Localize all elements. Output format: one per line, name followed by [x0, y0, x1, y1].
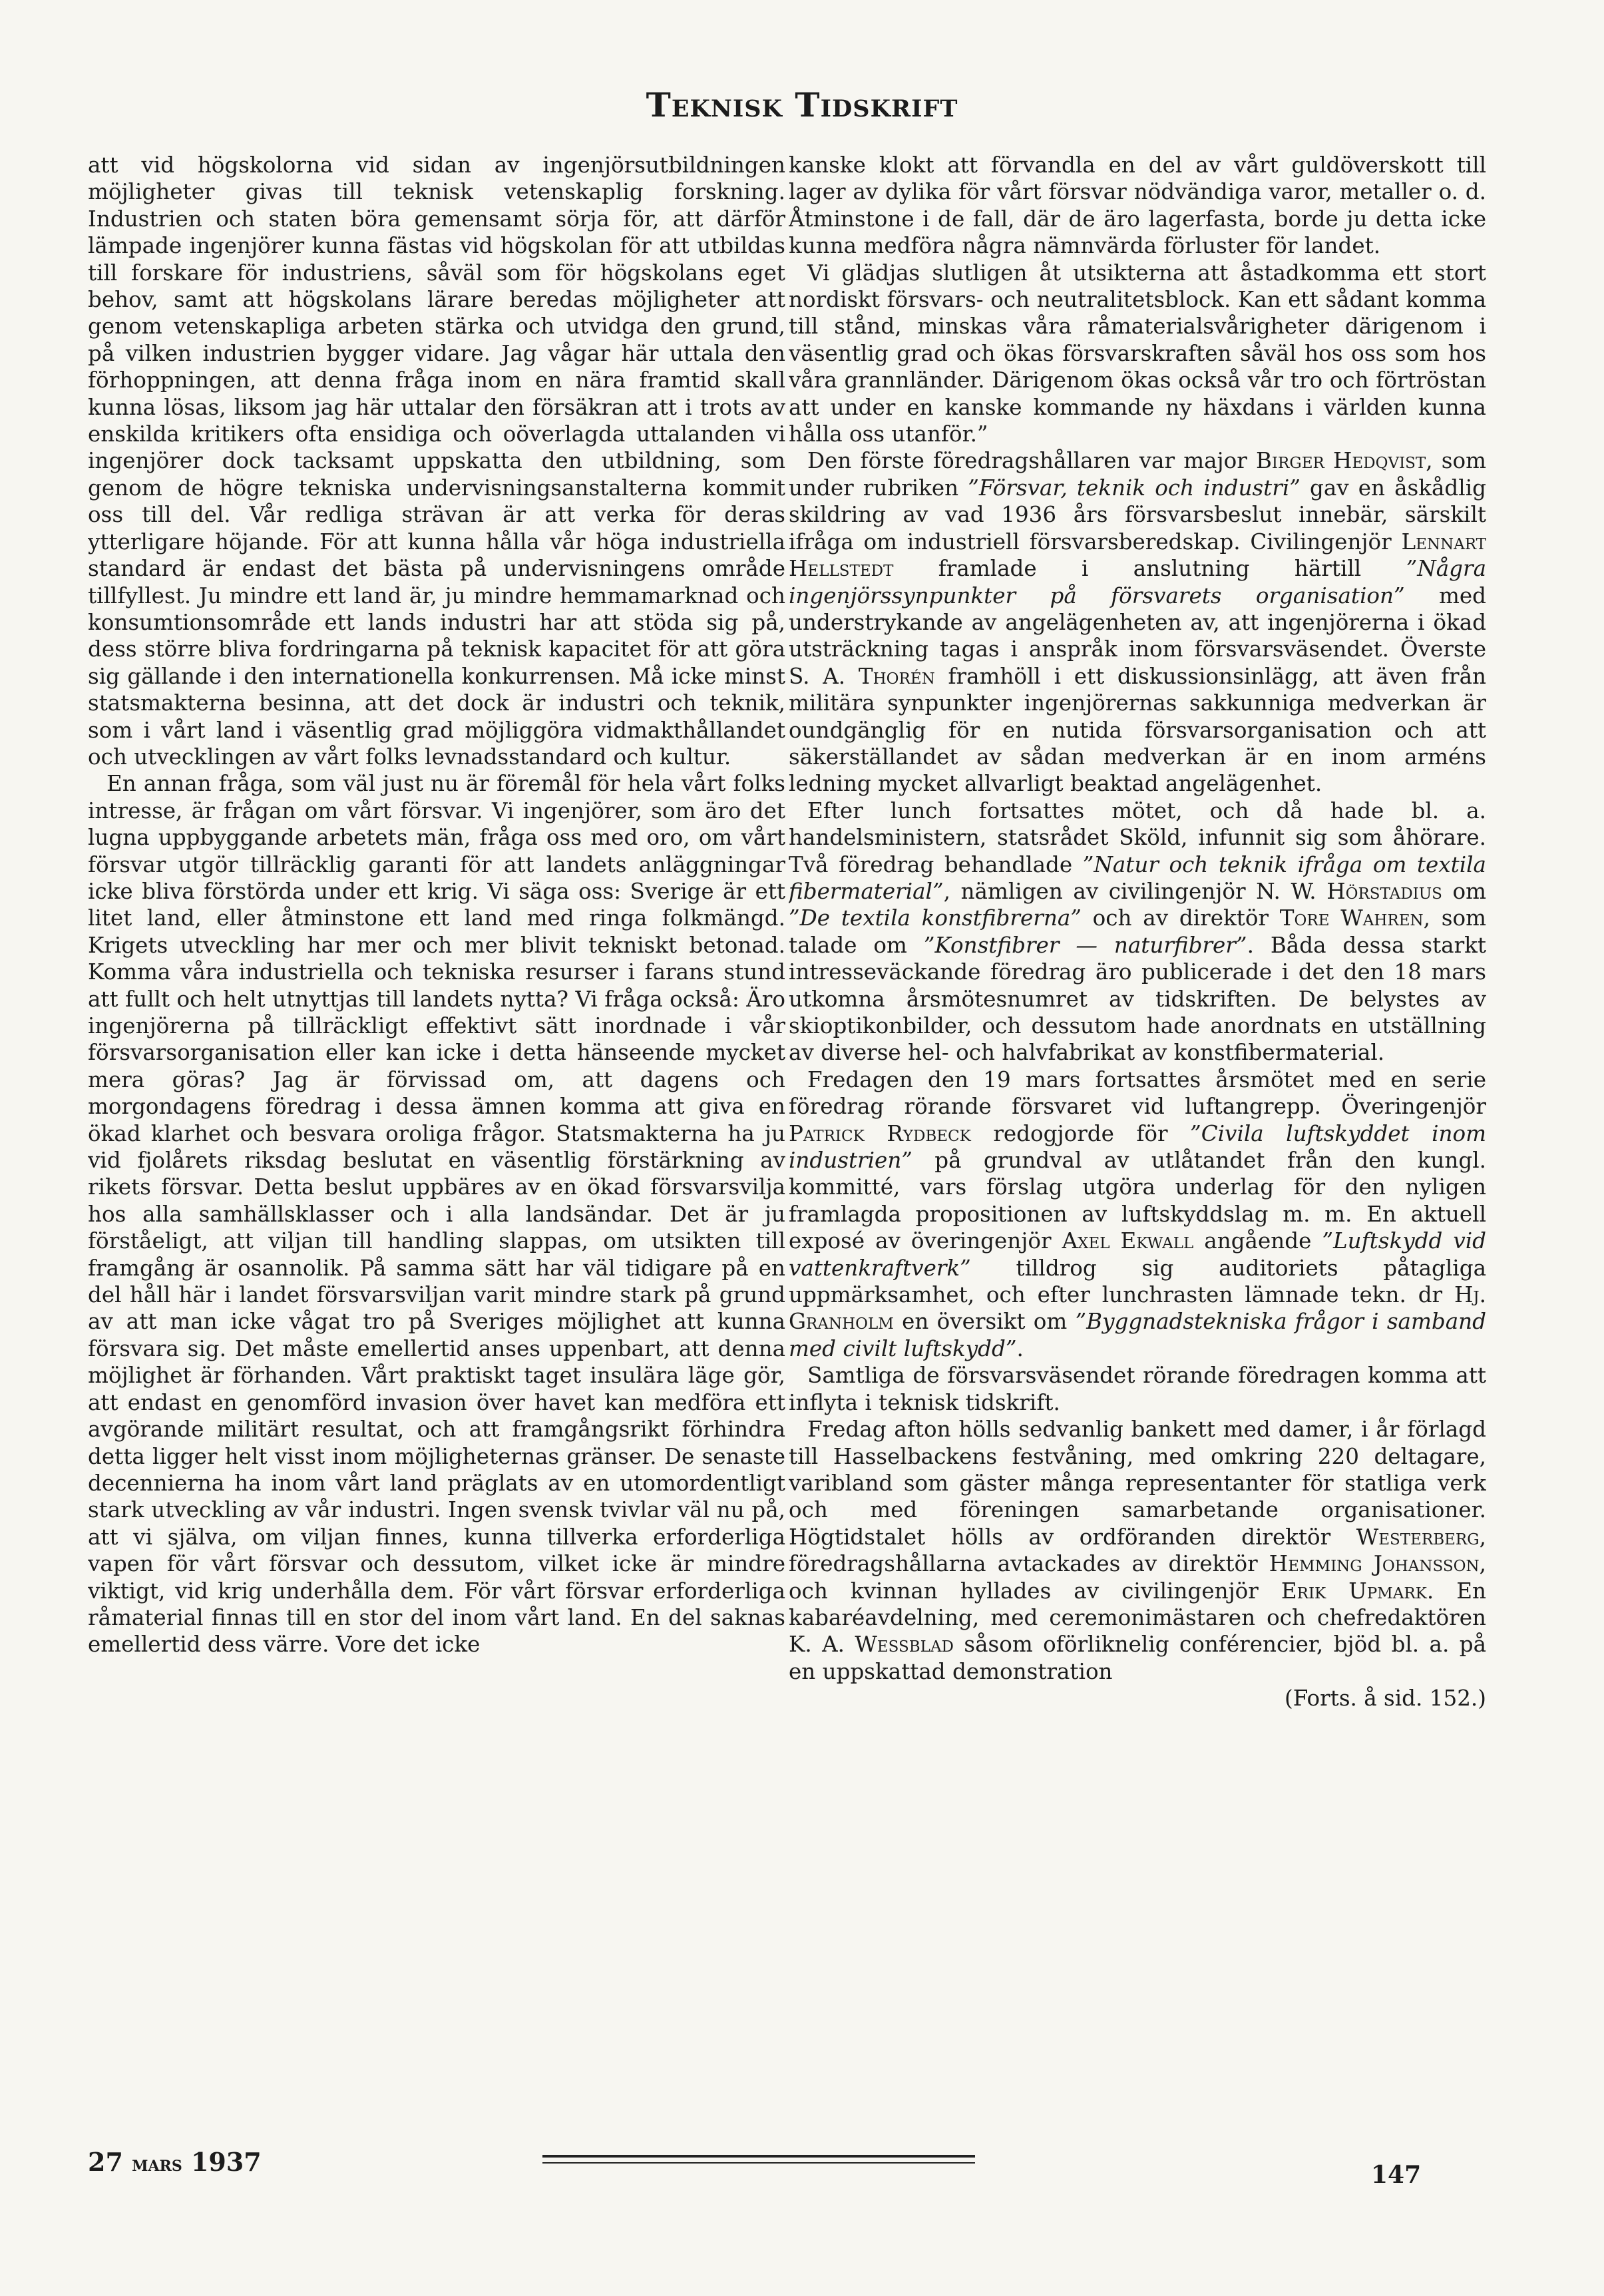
- text: , som talade om: [789, 905, 1486, 958]
- text: redogjorde för: [970, 1120, 1191, 1146]
- person-name: Erik Upmark: [1281, 1578, 1427, 1604]
- text: gav en åskådlig skildring av vad 1936 års försvarsbeslut innebär, särskilt ifråga om industriell försvarsberedskap. Civilingenjör: [789, 475, 1486, 555]
- paragraph: [789, 1416, 1486, 1685]
- text: med understrykande av angelägenheten av, att ingenjörerna i ökad utsträckning tagas i anspråk inom försvarsväsendet. Överste S. A.: [789, 582, 1486, 689]
- left-column: [88, 152, 785, 2136]
- journal-title: Teknisk Tidskrift: [646, 85, 958, 124]
- issue-date: [88, 2147, 262, 2177]
- lecture-title: ”Civila luftskyddet inom industrien”: [789, 1120, 1486, 1174]
- date-month: mars: [132, 2151, 182, 2176]
- text: om: [1442, 878, 1486, 904]
- paragraph: Vi glädjas slutligen åt utsikterna att åstadkomma ett stort nordiskt försvars- och neutralitetsblock. Kan ett sådant komma till stånd, minskas våra råmaterialsvårigheter därigenom i väsentlig grad och ökas försvarskraften såväl hos oss som hos våra grannländer. Därigenom ökas också vår tro och förtröstan att under en kanske kommande ny häxdans i världen kunna hålla oss utanför.”: [789, 260, 1486, 447]
- person-name: Birger Hedqvist: [1255, 448, 1426, 474]
- text: och av direktör: [1081, 905, 1280, 931]
- text: , som under rubriken: [789, 448, 1486, 501]
- date-day: 27: [88, 2147, 123, 2177]
- lecture-title: ”Några ingenjörssynpunkter på försvarets organisation”: [789, 556, 1486, 608]
- person-name: Westerberg: [1356, 1524, 1480, 1550]
- right-column: [789, 152, 1486, 2136]
- paragraph: [789, 447, 1486, 797]
- paragraph: En annan fråga, som väl just nu är föremål för hela vårt folks intresse, är frågan om vårt försvar. Vi ingenjörer, som äro det lugna uppbyggande arbetets män, fråga oss med oro, om vårt försvar utgör tillräcklig garanti för att landets anläggningar icke bliva förstörda under ett krig. Vi säga oss: Sverige är ett litet land, eller åtminstone ett land med ringa folkmängd. Krigets utveckling har mer och mer blivit tekniskt betonad. Komma våra industriella och tekniska resurser i farans stund att fullt och helt utnyttjas till landets nytta? Vi fråga också: Äro ingenjörerna på tillräckligt effektivt sätt inordnade i vår försvarsorganisation eller kan icke i detta hänseende mycket mera göras? Jag är förvissad om, att dagens och morgondagens föredrag i dessa ämnen komma att giva en ökad klarhet och besvara oroliga frågor. Statsmakterna ha ju vid fjolårets riksdag beslutat en väsentlig förstärkning av rikets försvar. Detta beslut uppbäres av en ökad försvarsvilja hos alla samhällsklasser och i alla landsändar. Det är ju förståeligt, att viljan till handling slappas, om utsikten till framgång är osannolik. På samma sätt har väl tidigare på en del håll här i landet försvarsviljan varit mindre stark på grund av att man icke vågat tro på Sveriges möjlighet att kunna försvara sig. Det måste emellertid anses uppenbart, att denna möjlighet är förhanden. Vårt praktiskt taget insulära läge gör, att endast en genomförd invasion över havet kan medföra ett avgörande militärt resultat, och att framgångsrikt förhindra detta ligger helt visst inom möjligheternas gränser. De senaste decennierna ha inom vårt land präglats av en utomordentligt stark utveckling av vår industri. Ingen svensk tvivlar väl nu på, att vi själva, om viljan finnes, kunna tillverka erforderliga vapen för vårt försvar och dessutom, vilket icke är mindre viktigt, vid krig underhålla dem. För vårt försvar erforderliga råmaterial finnas till en stor del inom vårt land. En del saknas emellertid dess värre. Vore det icke: [88, 771, 785, 1658]
- person-name: Hj. Granholm: [789, 1282, 1486, 1335]
- person-name: Wessblad: [855, 1632, 954, 1658]
- footer-rule: [542, 2162, 975, 2164]
- lecture-title: ”Natur och teknik ifråga om textila fibermaterial”: [789, 851, 1486, 904]
- person-name: Hemming Johansson: [1269, 1551, 1480, 1577]
- text: Fredag afton hölls sedvanlig bankett med damer, i år förlagd till Hasselbackens festvåning, med omkring 220 deltagare, varibland som gäster många representanter för statliga verk och med föreningen samarbetande organisationer. Högtidstalet hölls av ordföranden direktör: [789, 1417, 1486, 1550]
- person-name: Tore Wahren: [1279, 905, 1424, 931]
- text: framhöll i ett diskussionsinlägg, att även från militära synpunkter ingenjörernas sakkunniga medverkan är oundgänglig för en nutida försvarsorganisation och att säkerställandet av sådan medverkan är en inom arméns ledning mycket allvarligt beaktad angelägenhet.: [789, 663, 1486, 797]
- paragraph: att vid högskolorna vid sidan av ingenjörsutbildningen möjligheter givas till teknisk vetenskaplig forskning. Industrien och staten böra gemensamt sörja för, att därför lämpade ingenjörer kunna fästas vid högskolan för att utbildas till forskare för industriens, såväl som för högskolans eget behov, samt att högskolans lärare beredas möjligheter att genom vetenskapliga arbeten stärka och utvidga den grund, på vilken industrien bygger vidare. Jag vågar här uttala den förhoppningen, att denna fråga inom en nära framtid skall kunna lösas, liksom jag här uttalar den försäkran att i trots av enskilda kritikers ofta ensidiga och oöverlagda uttalanden vi ingenjörer dock tacksamt uppskatta den utbildning, som genom de högre tekniska undervisningsanstalterna kommit oss till del. Vår redliga strävan är att verka för deras ytterligare höjande. För att kunna hålla vår höga industriella standard är endast det bästa på undervisningens område tillfyllest. Ju mindre ett land är, ju mindre hemmamarknad och konsumtionsområde ett lands industri har att stöda sig på, dess större bliva fordringarna på teknisk kapacitet för att göra sig gällande i den internationella konkurrensen. Må icke minst statsmakterna besinna, att det dock är industri och teknik, som i vårt land i väsentlig grad möjliggöra vidmakthållandet och utvecklingen av vårt folks levnadsstandard och kultur.: [88, 152, 785, 770]
- text: en översikt om: [893, 1309, 1076, 1335]
- text: , föredragshållarna avtackades av direktör: [789, 1524, 1486, 1577]
- text: angående: [1193, 1228, 1322, 1254]
- person-name: Axel Ekwall: [1062, 1228, 1194, 1254]
- text: såsom oförliknelig conférencier, bjöd bl. a. på en uppskattad demonstration: [789, 1632, 1486, 1684]
- lecture-title: ”Försvar, teknik och industri”: [968, 475, 1301, 501]
- lecture-title: ”Konstfibrer — naturfibrer”: [923, 932, 1247, 958]
- text: , och kvinnan hyllades av civilingenjör: [789, 1551, 1486, 1604]
- person-name: Thorén: [858, 663, 935, 689]
- text: tilldrog sig auditoriets påtagliga uppmärksamhet, och efter lunchrasten lämnade tekn. dr: [789, 1255, 1486, 1308]
- person-name: Patrick Rydbeck: [789, 1120, 971, 1146]
- text: Fredagen den 19 mars fortsattes årsmötet med en serie föredrag rörande försvaret vid luftangrepp. Överingenjör: [789, 1066, 1486, 1120]
- page-number: 147: [1371, 2161, 1422, 2189]
- paragraph: kanske klokt att förvandla en del av vårt guldöverskott till lager av dylika för vårt försvar nödvändiga varor, metaller o. d. Åtminstone i de fall, där de äro lagerfasta, borde ju detta icke kunna medföra några nämnvärda förluster för landet.: [789, 152, 1486, 259]
- text: . Båda dessa starkt intresseväckande föredrag äro publicerade i det den 18 mars utkomna årsmötesnumret av tidskriften. De belystes av skioptikonbilder, och dessutom hade anordnats en utställning av diverse hel- och halvfabrikat av konstfibermaterial.: [789, 932, 1486, 1066]
- paragraph: Samtliga de försvarsväsendet rörande föredragen komma att inflyta i teknisk tidskrift.: [789, 1363, 1486, 1415]
- lecture-title: ”Byggnadstekniska frågor i samband med civilt luftskydd”: [789, 1309, 1486, 1361]
- lecture-title: ”De textila konstfibrerna”: [789, 905, 1082, 931]
- person-name: Hörstadius: [1326, 878, 1442, 904]
- paragraph: [789, 1066, 1486, 1362]
- text: på grundval av utlåtandet från den kungl. kommitté, vars förslag utgöra underlag för den nyligen framlagda propositionen av luftskyddslag m. m. En aktuell exposé av överingenjör: [789, 1148, 1486, 1254]
- date-year: 1937: [190, 2147, 262, 2177]
- text: Efter lunch fortsattes mötet, och då hade bl. a. handelsministern, statsrådet Sköld, infunnit sig som åhörare. Två föredrag behandlade: [789, 798, 1486, 877]
- paragraph: [789, 798, 1486, 1066]
- text: Den förste föredragshållaren var major: [807, 448, 1256, 474]
- text: framlade i anslutning härtill: [893, 556, 1406, 582]
- continued-note: (Forts. å sid. 152.): [1285, 1686, 1486, 1712]
- lecture-title: ”Luftskydd vid vattenkraftverk”: [789, 1228, 1486, 1281]
- text: .: [1016, 1335, 1024, 1361]
- text: . En kabaréavdelning, med ceremonimästaren och chefredaktören K. A.: [789, 1578, 1486, 1658]
- text: , nämligen av civilingenjör N. W.: [943, 878, 1327, 904]
- person-name: Lennart Hellstedt: [789, 529, 1486, 582]
- footer-rule: [542, 2155, 975, 2158]
